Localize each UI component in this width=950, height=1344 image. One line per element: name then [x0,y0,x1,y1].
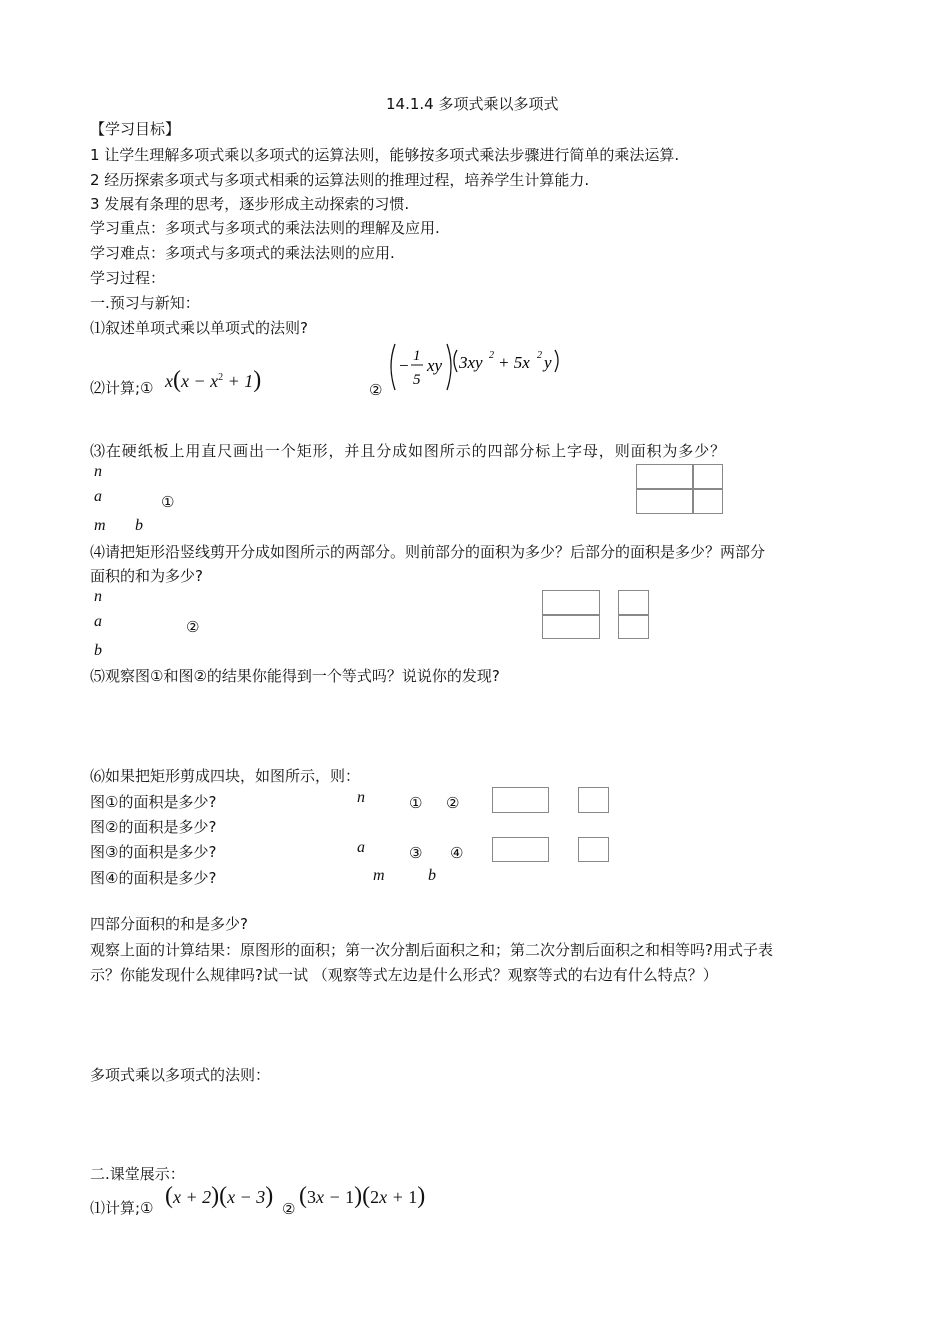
fig1-label-n: n [94,463,102,480]
fig2-label-b: b [94,642,102,659]
svg-text:2: 2 [537,350,542,361]
q2-expression-1: $x(x - x^2 + 1)$ [165,367,262,393]
question-1: ⑴叙述单项式乘以单项式的法则? [90,319,308,337]
fig2-left-bottom [542,615,600,639]
section2-q1-label: ⑴计算;① [90,1199,154,1217]
fig1-cell-bottom-left [636,489,693,514]
question-4-line-2: 面积的和为多少? [90,567,203,585]
rule-heading: 多项式乘以多项式的法则： [90,1066,271,1084]
key-point: 学习重点：多项式与多项式的乘法法则的理解及应用. [90,219,440,237]
fig2-marker: ② [186,618,200,636]
fig1-cell-top-right [693,464,723,489]
section2-expression-1: (x + 2)(x − 3) [165,1183,274,1209]
goals-heading: 【学习目标】 [90,120,181,138]
q6-item-2: 图②的面积是多少? [90,818,217,836]
fig3-piece-1 [492,787,549,813]
svg-text:1: 1 [413,348,421,364]
fig1-marker: ① [161,493,175,511]
fig3-piece-4 [578,837,609,862]
section2-marker-2: ② [282,1200,296,1218]
goal-item-1: 1 让学生理解多项式乘以多项式的运算法则，能够按多项式乘法步骤进行简单的乘法运算. [90,146,680,164]
process-heading: 学习过程： [90,269,166,287]
section1-heading: 一.预习与新知： [90,294,200,312]
observe-line-2: 示？你能发现什么规律吗?试一试 （观察等式左边是什么形式？观察等式的右边有什么特点？） [90,966,718,984]
question-3: ⑶在硬纸板上用直尺画出一个矩形，并且分成如图所示的四部分标上字母，则面积为多少？ [90,442,727,460]
fig2-left-top [542,590,600,615]
fig3-piece-2 [578,787,609,813]
question-6: ⑹如果把矩形剪成四块，如图所示，则： [90,767,361,785]
svg-text:+ 5x: + 5x [498,353,530,372]
q6-item-4: 图④的面积是多少? [90,869,217,887]
goal-item-2: 2 经历探索多项式与多项式相乘的运算法则的推理过程，培养学生计算能力. [90,171,590,189]
section2-heading: 二.课堂展示： [90,1165,185,1183]
observe-line-1: 观察上面的计算结果：原图形的面积；第一次分割后面积之和；第二次分割后面积之和相等吗?用式子表 [90,941,773,959]
fig1-label-b: b [135,517,143,534]
svg-text:5: 5 [413,372,421,388]
q2-expression-2 [385,340,565,392]
fig3-label-b: b [428,867,436,884]
fig3-label-a: a [357,839,365,856]
fig2-right-top [618,590,649,615]
svg-text:xy: xy [427,356,443,375]
fig2-label-a: a [94,613,102,630]
page-title: 14.1.4 多项式乘以多项式 [386,95,559,113]
goal-item-3: 3 发展有条理的思考，逐步形成主动探索的习惯. [90,195,410,213]
fig3-marker-4: ④ [450,844,464,862]
sum-question: 四部分面积的和是多少? [90,915,248,933]
section2-expression-2: (3x − 1)(2x + 1) [299,1183,426,1209]
fig1-label-m: m [94,517,106,534]
difficult-point: 学习难点：多项式与多项式的乘法法则的应用. [90,244,395,262]
fig3-label-m: m [373,867,385,884]
fig3-label-n: n [357,789,365,806]
question-2-label: ⑵计算;① [90,379,154,397]
fig3-marker-2: ② [446,794,460,812]
fig1-cell-bottom-right [693,489,723,514]
fig2-label-n: n [94,588,102,605]
q2-expression-2-svg [385,340,565,395]
svg-text:y: y [544,353,552,372]
fig1-label-a: a [94,488,102,505]
svg-text:2: 2 [489,350,494,361]
fig2-right-bottom [618,615,649,639]
fig3-piece-3 [492,837,549,862]
q2-marker-2: ② [369,381,383,399]
q6-item-3: 图③的面积是多少? [90,843,217,861]
question-5: ⑸观察图①和图②的结果你能得到一个等式吗？说说你的发现? [90,667,500,685]
q6-item-1: 图①的面积是多少? [90,793,217,811]
fig1-cell-top-left [636,464,693,489]
svg-text:−: − [398,356,410,375]
svg-text:3xy: 3xy [459,353,483,372]
fig3-marker-3: ③ [409,844,423,862]
fig3-marker-1: ① [409,794,423,812]
question-4-line-1: ⑷请把矩形沿竖线剪开分成如图所示的两部分。则前部分的面积为多少？后部分的面积是多少？两部分 [90,543,766,561]
